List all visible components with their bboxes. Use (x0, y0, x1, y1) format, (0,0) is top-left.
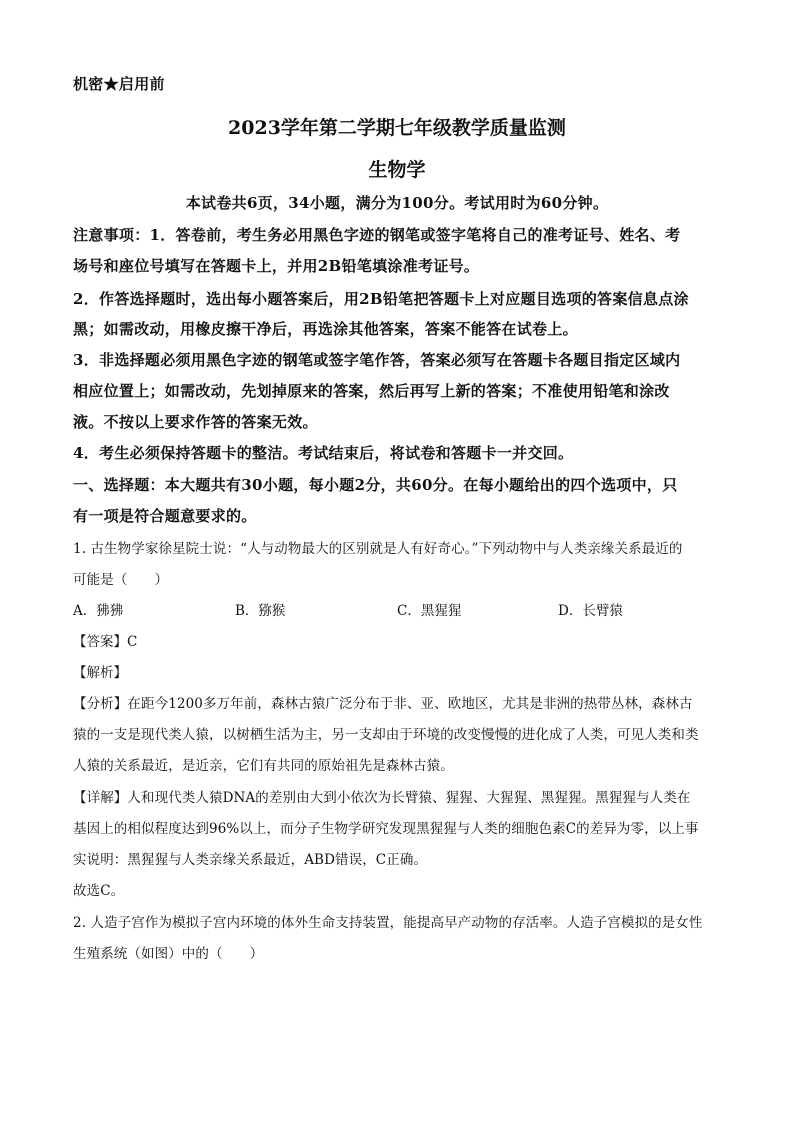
note-line: 黑；如需改动，用橡皮擦干净后，再选涂其他答案，答案不能答在试卷上。 (73, 320, 578, 338)
note-line: 2．作答选择题时，选出每小题答案后，用2B铅笔把答题卡上对应题目选项的答案信息点涂 (73, 290, 689, 308)
question-stem: 生殖系统（如图）中的（ ） (73, 946, 264, 962)
note-line: 注意事项：1．答卷前，考生务必用黑色字迹的钢笔或签字笔将自己的准考证号、姓名、考 (73, 226, 681, 244)
option-a: A．狒狒 (73, 603, 124, 619)
analysis-text: 【分析】在距今1200多万年前，森林古猿广泛分布于非、亚、欧地区，尤其是非洲的热带丛林，森林古 (73, 696, 693, 712)
analysis-text: 猿的一支是现代类人猿，以树栖生活为主，另一支却由于环境的改变慢慢的进化成了人类，可见人类和类 (73, 727, 699, 743)
question-stem: 可能是（ ） (73, 572, 169, 588)
detail-text: 【详解】人和现代类人猿DNA的差别由大到小依次为长臂猿、猩猩、大猩猩、黑猩猩。黑猩猩与人类在 (73, 790, 691, 806)
note-line: 相应位置上；如需改动，先划掉原来的答案，然后再写上新的答案；不准使用铅笔和涂改 (73, 382, 670, 400)
analysis-text: 人猿的关系最近，是近亲，它们有共同的原始祖先是森林古猿。 (73, 758, 454, 774)
subject-title: 生物学 (368, 159, 426, 181)
confidential-label: 机密★启用前 (73, 75, 165, 93)
question-stem: 1. 古生物学家徐星院士说：“人与动物最大的区别就是人有好奇心。”下列动物中与人类亲缘关系最近的 (73, 541, 683, 557)
detail-text: 实说明：黑猩猩与人类亲缘关系最近，ABD错误，C正确。 (73, 852, 428, 868)
option-c: C．黑猩猩 (397, 603, 462, 619)
exam-page: 机密★启用前 2023学年第二学期七年级教学质量监测 生物学 本试卷共6页，34小题，满分为100分。考试用时为60分钟。 注意事项：1．答卷前，考生务必用黑色字迹的钢笔或签字笔将自己的准考证号、姓名、考 场号和座位号填写在答题卡上，并用2B铅笔填涂准考证号。 2．作答选择题时，选出每小题答案后，用2B铅笔把答题卡上对应题目选项的答案信息点涂 黑；如需改动，用橡皮擦干净后，再选涂其他答案，答案不能答在试卷上。 3．非选择题必须用黑色字迹的钢笔或签字笔作答，答案必须写在答题卡各题目指定区域内 相应位置上；如需改动，先划掉原来的答案，然后再写上新的答案；不准使用铅笔和涂改 液。不按以上要求作答的答案无效。 4．考生必须保持答题卡的整洁。考试结束后，将试卷和答题卡一并交回。 一、选择题：本大题共有30小题，每小题2分，共60分。在每小题给出的四个选项中，只 有一项是符合题意要求的。 1. 古生物学家徐星院士说：“人与动物最大的区别就是人有好奇心。”下列动物中与人类亲缘关系最近的 可能是（ ） A．狒狒 B．猕猴 C．黑猩猩 D．长臂猿 【答案】C 【解析】 【分析】在距今1200多万年前，森林古猿广泛分布于非、亚、欧地区，尤其是非洲的热带丛林，森林古 猿的一支是现代类人猿，以树栖生活为主，另一支却由于环境的改变慢慢的进化成了人类，可见人类和类 人猿的关系最近，是近亲，它们有共同的原始祖先是森林古猿。 【详解】人和现代类人猿DNA的差别由大到小依次为长臂猿、猩猩、大猩猩、黑猩猩。黑猩猩与人类在 基因上的相似程度达到96%以上，而分子生物学研究发现黑猩猩与人类的细胞色素C的差异为零，以上事 实说明：黑猩猩与人类亲缘关系最近，ABD错误，C正确。 故选C。 2. 人造子宫作为模拟子宫内环境的体外生命支持装置，能提高早产动物的存活率。人造子宫模拟的是女性 生殖系统（如图）中的（ ） (0, 0, 794, 1123)
note-line: 4．考生必须保持答题卡的整洁。考试结束后，将试卷和答题卡一并交回。 (73, 444, 574, 462)
note-line: 液。不按以上要求作答的答案无效。 (73, 413, 318, 431)
exam-title: 2023学年第二学期七年级教学质量监测 (228, 117, 566, 139)
note-line: 场号和座位号填写在答题卡上，并用2B铅笔填涂准考证号。 (73, 257, 480, 275)
conclusion-text: 故选C。 (73, 883, 125, 899)
option-b: B．猕猴 (235, 603, 286, 619)
question-stem: 2. 人造子宫作为模拟子宫内环境的体外生命支持装置，能提高早产动物的存活率。人造子宫模拟的是女性 (73, 915, 703, 931)
analysis-label: 【解析】 (73, 665, 127, 681)
detail-text: 基因上的相似程度达到96%以上，而分子生物学研究发现黑猩猩与人类的细胞色素C的差异为零，以上事 (73, 821, 699, 837)
note-line: 3．非选择题必须用黑色字迹的钢笔或签字笔作答，答案必须写在答题卡各题目指定区域内 (73, 351, 681, 369)
exam-info: 本试卷共6页，34小题，满分为100分。考试用时为60分钟。 (185, 194, 609, 212)
answer-label: 【答案】C (73, 634, 138, 650)
option-d: D．长臂猿 (558, 603, 623, 619)
